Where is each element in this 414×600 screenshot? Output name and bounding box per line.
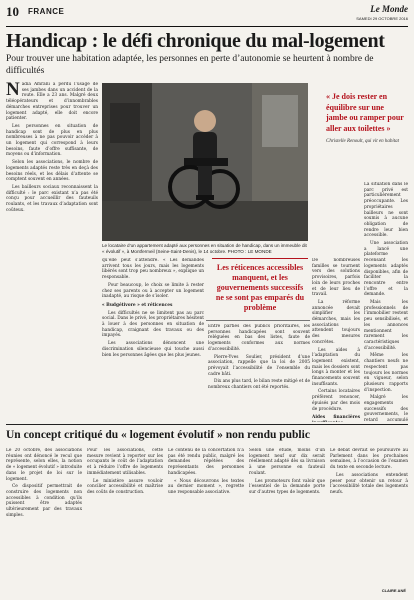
paragraph: Les bailleurs sociaux reconnaissent la difficulté : le parc existant n’a pas été conçu pour accueillir des fauteuils roulants, et les travaux d’adaptation sont coûteux.	[6, 184, 98, 213]
paragraph: Les associations entendent peser pour obtenir un retour à l’accessibilité totale des logements neufs.	[330, 472, 408, 495]
paragraph: Selon les associations, le nombre de logements adaptés reste très en deçà des besoins réels, et les délais d’attente se comptent souvent en années.	[6, 160, 98, 183]
paragraph: Selon une étude, moins d’un logement neuf sur dix serait réellement adapté dès sa livraison à une personne en fauteuil roulant.	[249, 448, 325, 476]
paragraph: Entre parties des publics prioritaires, les personnes handicapées sont souvent reléguées en bas des listes, faute de logements conformes aux normes d’accessibilité.	[208, 324, 310, 352]
article-photo	[102, 83, 308, 241]
pull-quote: Les réticences accessibles manquent, et les gouvernements successifs ne se sont pas emparés du problème	[212, 258, 308, 313]
paragraph: Dix ans plus tard, le bilan reste mitigé et de nombreux chantiers ont été reportés.	[208, 379, 310, 391]
paragraph: Les personnes en situation de handicap sont de plus en plus nombreuses à ne pas pouvoir accéder à un logement qui correspond à leurs besoins, faute d’offre suffisante, de moyens ou d’information.	[6, 123, 98, 158]
paragraph: Les promoteurs font valoir que l’essentiel de la demande porte sur d’autres types de logements.	[249, 478, 325, 495]
paragraph: Certains locataires préfèrent renoncer, épuisés par des mois de procédure.	[312, 389, 360, 412]
paragraph: Mais les professionnels de l’immobilier restent peu sensibilisés, et les annonces mentionnent rarement les caractéristiques d’accessibilité.	[364, 300, 408, 351]
article-column-2	[102, 258, 204, 422]
page-number: 10	[6, 4, 19, 19]
article-column-4	[312, 258, 360, 422]
box-column-4	[249, 448, 325, 586]
paragraph: « Nous découvrons les textes au dernier moment », regrette une responsable associative.	[168, 478, 244, 495]
paragraph: Pierre-Yves Soulier, président d’une association, rappelle que la loi de 2005 prévoyait l’accessibilité de l’ensemble du cadre bâti.	[208, 354, 310, 377]
paragraph: qu’elle peut s’attendre. « Les demandes arrivent tous les jours, mais les logements libérés sont trop peu nombreux », explique un responsable.	[102, 258, 204, 281]
paragraph: Ce dispositif permettrait de construire des logements non accessibles à condition qu’ils puissent être adaptés ultérieurement par des travaux simples.	[6, 484, 82, 518]
box-column-1	[6, 448, 82, 586]
headline: Handicap : le défi chronique du mal-logement	[6, 30, 385, 52]
article-column-3	[208, 324, 310, 422]
newspaper-logo: Le Monde	[370, 4, 408, 14]
box-column-3	[168, 448, 244, 586]
box-column-2	[87, 448, 163, 586]
drop-cap: N	[6, 82, 20, 100]
paragraph: Le ministère assure vouloir concilier accessibilité et maîtrise des coûts de construction.	[87, 478, 163, 495]
quote-author: Christelle Renoult, qui vit en habitat	[326, 139, 400, 144]
paragraph: adia Amrani a perdu l’usage de ses jambes dans un accident de la route. Elle a 23 ans. Malgré deux téléopérateurs et d’innombrables démarches entreprises pour trouver un logement adapté, elle doit encore patienter.	[6, 82, 98, 122]
box-rule	[6, 424, 408, 425]
section-label: FRANCE	[28, 7, 65, 16]
quote-box	[326, 92, 404, 145]
author-signature: CLAIRE ANÉ	[381, 588, 406, 593]
paragraph: Les associations dénoncent une discrimination silencieuse qui touche aussi bien les personnes âgées que les plus jeunes.	[102, 341, 204, 358]
paragraph: La situation dans le parc privé est particulièrement préoccupante. Les propriétaires bailleurs ne sont soumis à aucune obligation de rendre leur bien accessible.	[364, 182, 408, 239]
deck: Pour trouver une habitation adaptée, les personnes en perte d’autonomie se heurtent à nombre de difficultés	[6, 54, 374, 76]
paragraph: Les aides à l’adaptation du logement existent, mais les dossiers sont longs à monter et les financements souvent insuffisants.	[312, 347, 360, 387]
article-column-5	[364, 182, 408, 422]
box-column-5	[330, 448, 408, 586]
paragraph: Le débat devrait se poursuivre au Parlement dans les prochaines semaines, à l’occasion de l’examen du texte en seconde lecture.	[330, 448, 408, 471]
paragraph: De nombreuses familles se tournent vers des solutions provisoires, parfois loin de leurs proches et de leur lieu de travail.	[312, 258, 360, 298]
issue-date: SAMEDI 29 OCTOBRE 2016	[356, 16, 408, 21]
paragraph: Pour les associations, cette mesure revient à reporter sur les occupants le coût de l’adaptation et à réduire l’offre de logements immédiatement utilisables.	[87, 448, 163, 476]
paragraph: Le 20 octobre, des associations réunies ont dénoncé le recul que représente, selon elles, la notion de « logement évolutif » introduite dans le projet de loi sur le logement.	[6, 448, 82, 482]
paragraph: La réforme annoncée devait simplifier les démarches, mais les associations attendent toujours des mesures concrètes.	[312, 299, 360, 345]
divider	[206, 320, 310, 321]
paragraph: Une association a lancé une plateforme recensant les logements adaptés disponibles, afin de faciliter la rencontre entre l’offre et la demande.	[364, 241, 408, 298]
subheading: « Budgétivore » et réticences	[102, 302, 173, 308]
photo-caption: Le locataire d’un appartement adapté aux personnes en situation de handicap, dans un immeuble dit « évolutif », à Montfermeil (Seine-Saint-Denis), le 14 octobre. PHOTO : LE MONDE	[102, 243, 307, 254]
paragraph: Le contenu de la concertation n’a pas été rendu public, malgré les demandes répétées des représentants des personnes handicapées.	[168, 448, 244, 476]
paragraph: Les difficultés ne se limitent pas au parc social. Dans le privé, les propriétaires hésitent à louer à des personnes en situation de handicap, craignant des travaux ou des impayés.	[102, 310, 204, 339]
page-header	[6, 4, 408, 27]
article-column-1	[6, 82, 98, 422]
paragraph: Pour beaucoup, le choix se limite à rester chez ses parents ou à accepter un logement inadapté, au risque de s’isoler.	[102, 282, 204, 300]
box-title: Un concept critiqué du « logement évolutif » non rendu public	[6, 429, 310, 441]
subheading: Aides financières	[312, 415, 360, 421]
paragraph: Malgré les engagements successifs des gouvernements, le retard accumulé	[364, 395, 408, 422]
wheelchair-user-photo	[102, 83, 308, 241]
paragraph: Même les chantiers neufs ne respectent pas toujours les normes en vigueur, selon plusieurs rapports d’inspection.	[364, 353, 408, 393]
quote-text: « Je dois rester en équilibre sur une jambe ou ramper pour aller aux toilettes »	[326, 92, 404, 133]
